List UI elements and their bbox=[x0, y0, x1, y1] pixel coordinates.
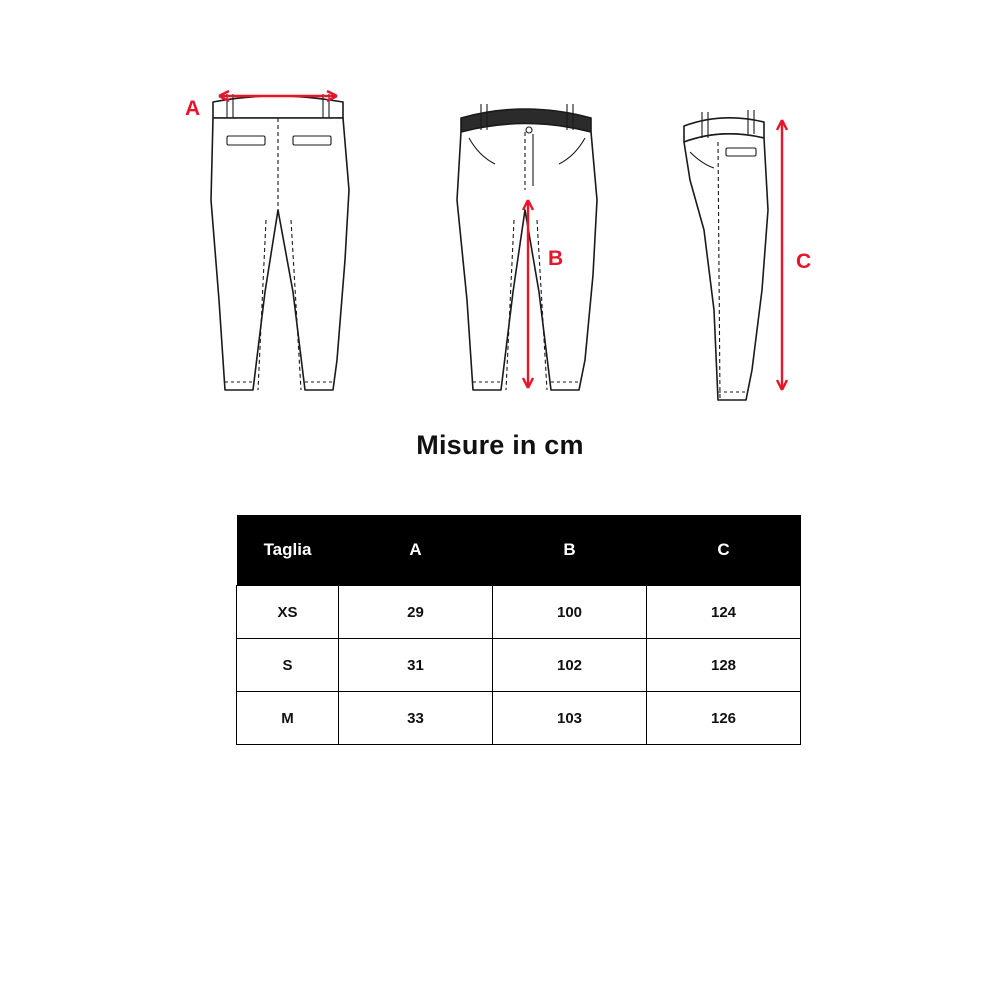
column-header-c: C bbox=[647, 515, 801, 586]
back-view-figure bbox=[660, 60, 920, 420]
column-header-taglia: Taglia bbox=[237, 515, 339, 586]
table-header-row bbox=[237, 515, 801, 586]
cell-b: 100 bbox=[493, 586, 647, 639]
table-row bbox=[237, 692, 801, 745]
cell-a: 31 bbox=[339, 639, 493, 692]
column-header-b: B bbox=[493, 515, 647, 586]
cell-a: 29 bbox=[339, 586, 493, 639]
cell-c: 128 bbox=[647, 639, 801, 692]
column-header-a: A bbox=[339, 515, 493, 586]
figure-group bbox=[0, 60, 1000, 420]
back-view-illustration bbox=[660, 60, 920, 420]
size-table bbox=[236, 515, 801, 745]
cell-a: 33 bbox=[339, 692, 493, 745]
measure-c-label: C bbox=[796, 250, 812, 273]
cell-c: 124 bbox=[647, 586, 801, 639]
cell-c: 126 bbox=[647, 692, 801, 745]
measure-c-arrow bbox=[777, 120, 787, 390]
side-view-figure bbox=[425, 60, 685, 420]
cell-size: M bbox=[237, 692, 339, 745]
measure-a-label: A bbox=[185, 97, 201, 120]
side-view-illustration bbox=[425, 60, 685, 420]
cell-b: 102 bbox=[493, 639, 647, 692]
front-view-figure bbox=[175, 60, 435, 420]
cell-size: S bbox=[237, 639, 339, 692]
cell-b: 103 bbox=[493, 692, 647, 745]
cell-size: XS bbox=[237, 586, 339, 639]
table-row bbox=[237, 639, 801, 692]
size-table-wrapper bbox=[236, 515, 800, 745]
front-view-illustration bbox=[175, 60, 435, 420]
measure-b-label: B bbox=[548, 247, 564, 270]
table-row bbox=[237, 586, 801, 639]
page-title: Misure in cm bbox=[416, 430, 584, 460]
